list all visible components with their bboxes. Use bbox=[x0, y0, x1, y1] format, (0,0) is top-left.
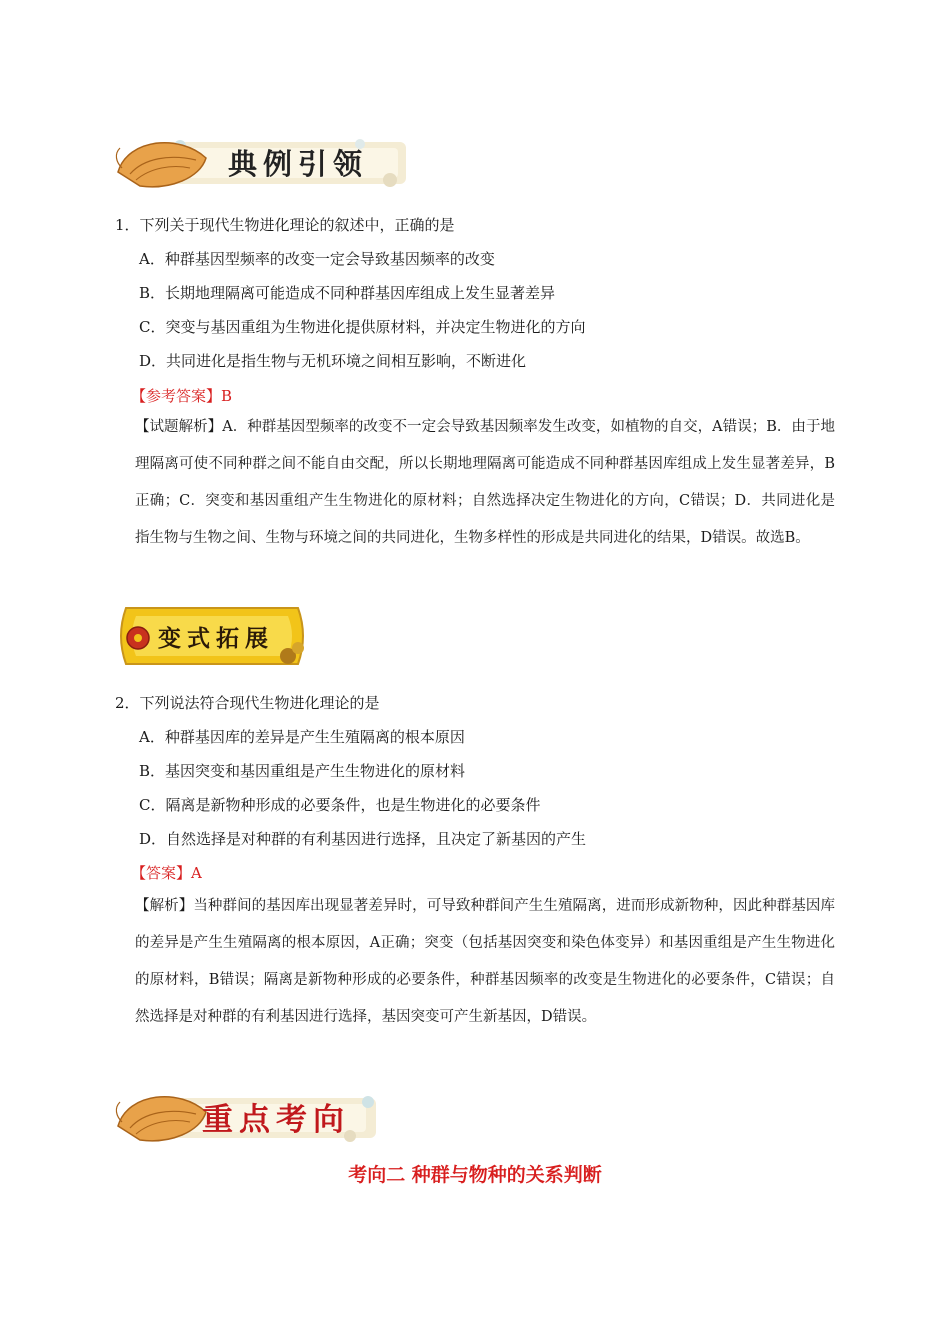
q1-option-a: A．种群基因型频率的改变一定会导致基因频率的改变 bbox=[139, 250, 495, 268]
q2-analysis-tag: 【解析】 bbox=[135, 898, 194, 914]
q2-answer: 【答案】A bbox=[131, 864, 202, 882]
q1-analysis-tag: 【试题解析】 bbox=[135, 419, 223, 435]
q2-stem: 2．下列说法符合现代生物进化理论的是 bbox=[115, 694, 380, 712]
banner-example bbox=[110, 128, 410, 194]
q1-analysis-text: A．种群基因型频率的改变不一定会导致基因频率发生改变，如植物的自交，A错误；B．由于地理隔离可使不同种群之间不能自由交配，所以长期地理隔离可能造成不同种群基因库组成上发生显著差异，B正确；C．突变和基因重组产生生物进化的原材料；自然选择决定生物进化的方向，C错误；D．共同进化是指生物与生物之间、生物与环境之间的共同进化，生物多样性的形成是共同进化的结果，D错误。故选B。 bbox=[135, 419, 835, 546]
q1-stem: 1．下列关于现代生物进化理论的叙述中，正确的是 bbox=[115, 216, 455, 234]
q2-analysis-text: 当种群间的基因库出现显著差异时，可导致种群间产生生殖隔离，进而形成新物种，因此种群基因库的差异是产生生殖隔离的根本原因，A正确；突变（包括基因突变和染色体变异）和基因重组是产生生物进化的原材料，B错误；隔离是新物种形成的必要条件，种群基因频率的改变是生物进化的必要条件，C错误；自然选择是对种群的有利基因进行选择，基因突变可产生新基因，D错误。 bbox=[135, 898, 835, 1025]
q1-answer: 【参考答案】B bbox=[131, 387, 233, 405]
q1-option-c: C．突变与基因重组为生物进化提供原材料，并决定生物进化的方向 bbox=[139, 318, 586, 336]
q1-option-b: B．长期地理隔离可能造成不同种群基因库组成上发生显著差异 bbox=[139, 284, 556, 302]
banner-focus bbox=[110, 1082, 380, 1148]
q1-analysis bbox=[135, 409, 835, 557]
q2-option-c: C．隔离是新物种形成的必要条件，也是生物进化的必要条件 bbox=[139, 796, 541, 814]
q2-option-a: A．种群基因库的差异是产生生殖隔离的根本原因 bbox=[139, 728, 465, 746]
q1-option-d: D．共同进化是指生物与无机环境之间相互影响，不断进化 bbox=[139, 352, 527, 370]
q2-option-b: B．基因突变和基因重组是产生生物进化的原材料 bbox=[139, 762, 466, 780]
q2-analysis bbox=[135, 888, 835, 1036]
banner-focus-title: 重点考向 bbox=[202, 1102, 350, 1138]
q2-option-d: D．自然选择是对种群的有利基因进行选择，且决定了新基因的产生 bbox=[139, 830, 587, 848]
section-title: 考向二 种群与物种的关系判断 bbox=[348, 1164, 602, 1186]
banner-example-title: 典例引领 bbox=[228, 147, 369, 181]
banner-variant bbox=[112, 598, 312, 674]
banner-variant-title: 变式拓展 bbox=[158, 625, 274, 652]
